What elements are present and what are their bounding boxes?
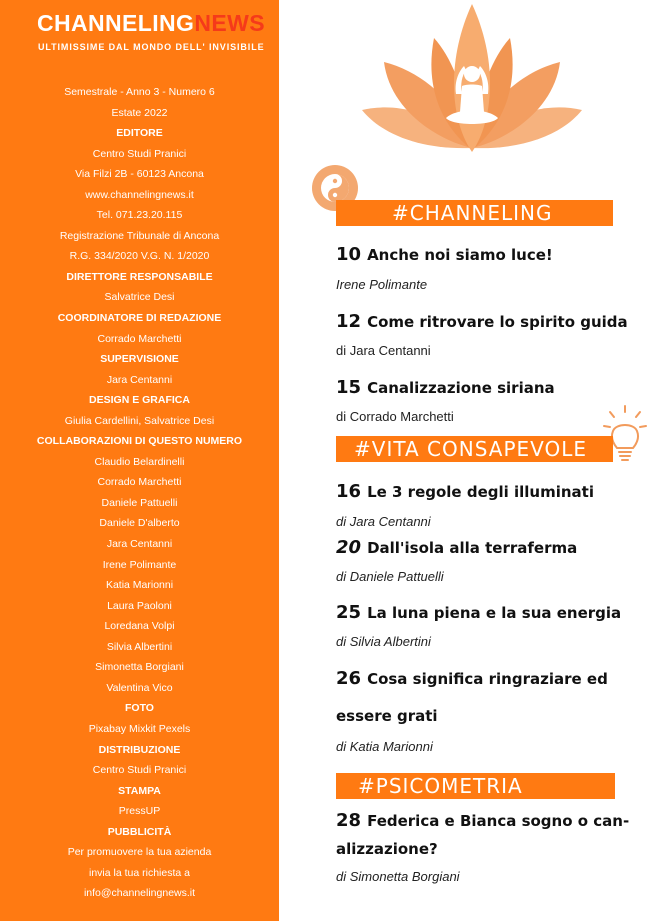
section-channeling: #CHANNELING	[336, 200, 613, 226]
article-page-number: 20	[336, 537, 362, 558]
credits-heading: DISTRIBUZIONE	[98, 743, 181, 756]
article-title	[336, 481, 594, 502]
article-author: di Katia Marionni	[336, 739, 433, 754]
credits-line: Valentina Vico	[106, 681, 173, 694]
article-title-text: Canalizzazione siriana	[367, 379, 555, 397]
article-title	[336, 668, 608, 689]
section-psicometria: #PSICOMETRIA	[336, 773, 615, 799]
article-title-text: essere grati	[336, 707, 438, 725]
article-page-number: 26	[336, 668, 362, 689]
credits-line: Centro Studi Pranici	[92, 147, 187, 160]
credits-line: Laura Paoloni	[107, 599, 172, 612]
credits-line: Pixabay Mixkit Pexels	[88, 722, 191, 735]
credits-heading: COLLABORAZIONI DI QUESTO NUMERO	[36, 435, 243, 448]
credits-line: Daniele Pattuelli	[101, 496, 178, 509]
section-vita-consapevole: #VITA CONSAPEVOLE	[336, 436, 613, 462]
credits-line: Tel. 071.23.20.115	[96, 209, 183, 222]
credits-heading: FOTO	[125, 702, 154, 715]
credits-line: Per promuovere la tua azienda	[67, 846, 212, 859]
credits-heading: EDITORE	[116, 127, 163, 140]
article-author: di Jara Centanni	[336, 343, 431, 358]
credits-line: Corrado Marchetti	[97, 332, 182, 345]
credits-heading: PUBBLICITÀ	[107, 825, 172, 838]
credits-heading: DESIGN E GRAFICA	[89, 394, 190, 407]
article-page-number: 16	[336, 481, 362, 502]
credits-line: Centro Studi Pranici	[92, 764, 187, 777]
article-title	[336, 244, 553, 265]
credits-line: www.channelingnews.it	[85, 188, 194, 201]
credits-line: Via Filzi 2B - 60123 Ancona	[75, 168, 204, 181]
article-page-number: 10	[336, 244, 362, 265]
credits-line: PressUP	[118, 805, 161, 818]
tagline: ULTIMISSIME DAL MONDO DELL' INVISIBILE	[38, 42, 265, 52]
article-author: di Corrado Marchetti	[336, 409, 454, 424]
article-title-text: Dall'isola alla terraferma	[367, 539, 578, 557]
credits-line: Salvatrice Desi	[104, 291, 175, 304]
credits-line: Giulia Cardellini, Salvatrice Desi	[64, 414, 215, 427]
credits-heading: STAMPA	[118, 784, 161, 797]
logo-channeling: CHANNELING	[37, 10, 195, 36]
credits-line: Registrazione Tribunale di Ancona	[59, 229, 220, 242]
credits-line: R.G. 334/2020 V.G. N. 1/2020	[69, 250, 210, 263]
article-title-text: Come ritrovare lo spirito guida	[367, 313, 628, 331]
credits-line: Estate 2022	[111, 106, 168, 119]
sidebar-masthead	[0, 0, 279, 921]
credits-line: Corrado Marchetti	[97, 476, 182, 489]
article-title-text: alizzazione?	[336, 840, 438, 858]
logo	[37, 10, 267, 37]
article-title-text: Anche noi siamo luce!	[367, 246, 553, 264]
article-author: di Simonetta Borgiani	[336, 869, 460, 884]
credits-line: Silvia Albertini	[106, 640, 173, 653]
article-title	[336, 810, 629, 831]
article-title-continued	[336, 840, 438, 858]
article-title-text: Federica e Bianca sogno o can-	[367, 812, 630, 830]
article-author: di Daniele Pattuelli	[336, 569, 444, 584]
credits-line: Simonetta Borgiani	[95, 661, 184, 674]
lotus-yoga-icon	[352, 0, 592, 160]
credits-heading: SUPERVISIONE	[100, 353, 179, 366]
credits-line: Jara Centanni	[106, 373, 173, 386]
article-title	[336, 602, 621, 623]
logo-news: NEWS	[194, 10, 265, 36]
credits-line: invia la tua richiesta a	[89, 866, 190, 879]
credits-line: Irene Polimante	[102, 558, 177, 571]
article-author: di Silvia Albertini	[336, 634, 431, 649]
article-title-text: Le 3 regole degli illuminati	[367, 483, 594, 501]
article-title	[336, 311, 628, 332]
credits-line: Daniele D'alberto	[99, 517, 180, 530]
article-title-text: Cosa significa ringraziare ed	[367, 670, 608, 688]
article-author: Irene Polimante	[336, 277, 428, 292]
credits-list	[0, 82, 279, 904]
credits-line: Loredana Volpi	[104, 620, 175, 633]
article-page-number: 28	[336, 810, 362, 831]
credits-line: Katia Marionni	[105, 579, 174, 592]
article-title	[336, 377, 555, 398]
credits-line: Semestrale - Anno 3 - Numero 6	[64, 86, 215, 98]
article-page-number: 15	[336, 377, 362, 398]
credits-heading: DIRETTORE RESPONSABILE	[66, 270, 213, 283]
article-page-number: 12	[336, 311, 362, 332]
credits-line: info@channelingnews.it	[83, 887, 196, 900]
credits-line: Claudio Belardinelli	[94, 455, 185, 468]
article-title	[336, 537, 577, 558]
credits-heading: COORDINATORE DI REDAZIONE	[57, 312, 222, 325]
article-author: di Jara Centanni	[336, 514, 431, 529]
credits-line: Jara Centanni	[106, 538, 173, 551]
article-title-text: La luna piena e la sua energia	[367, 604, 622, 622]
article-title-continued	[336, 707, 438, 725]
article-page-number: 25	[336, 602, 362, 623]
